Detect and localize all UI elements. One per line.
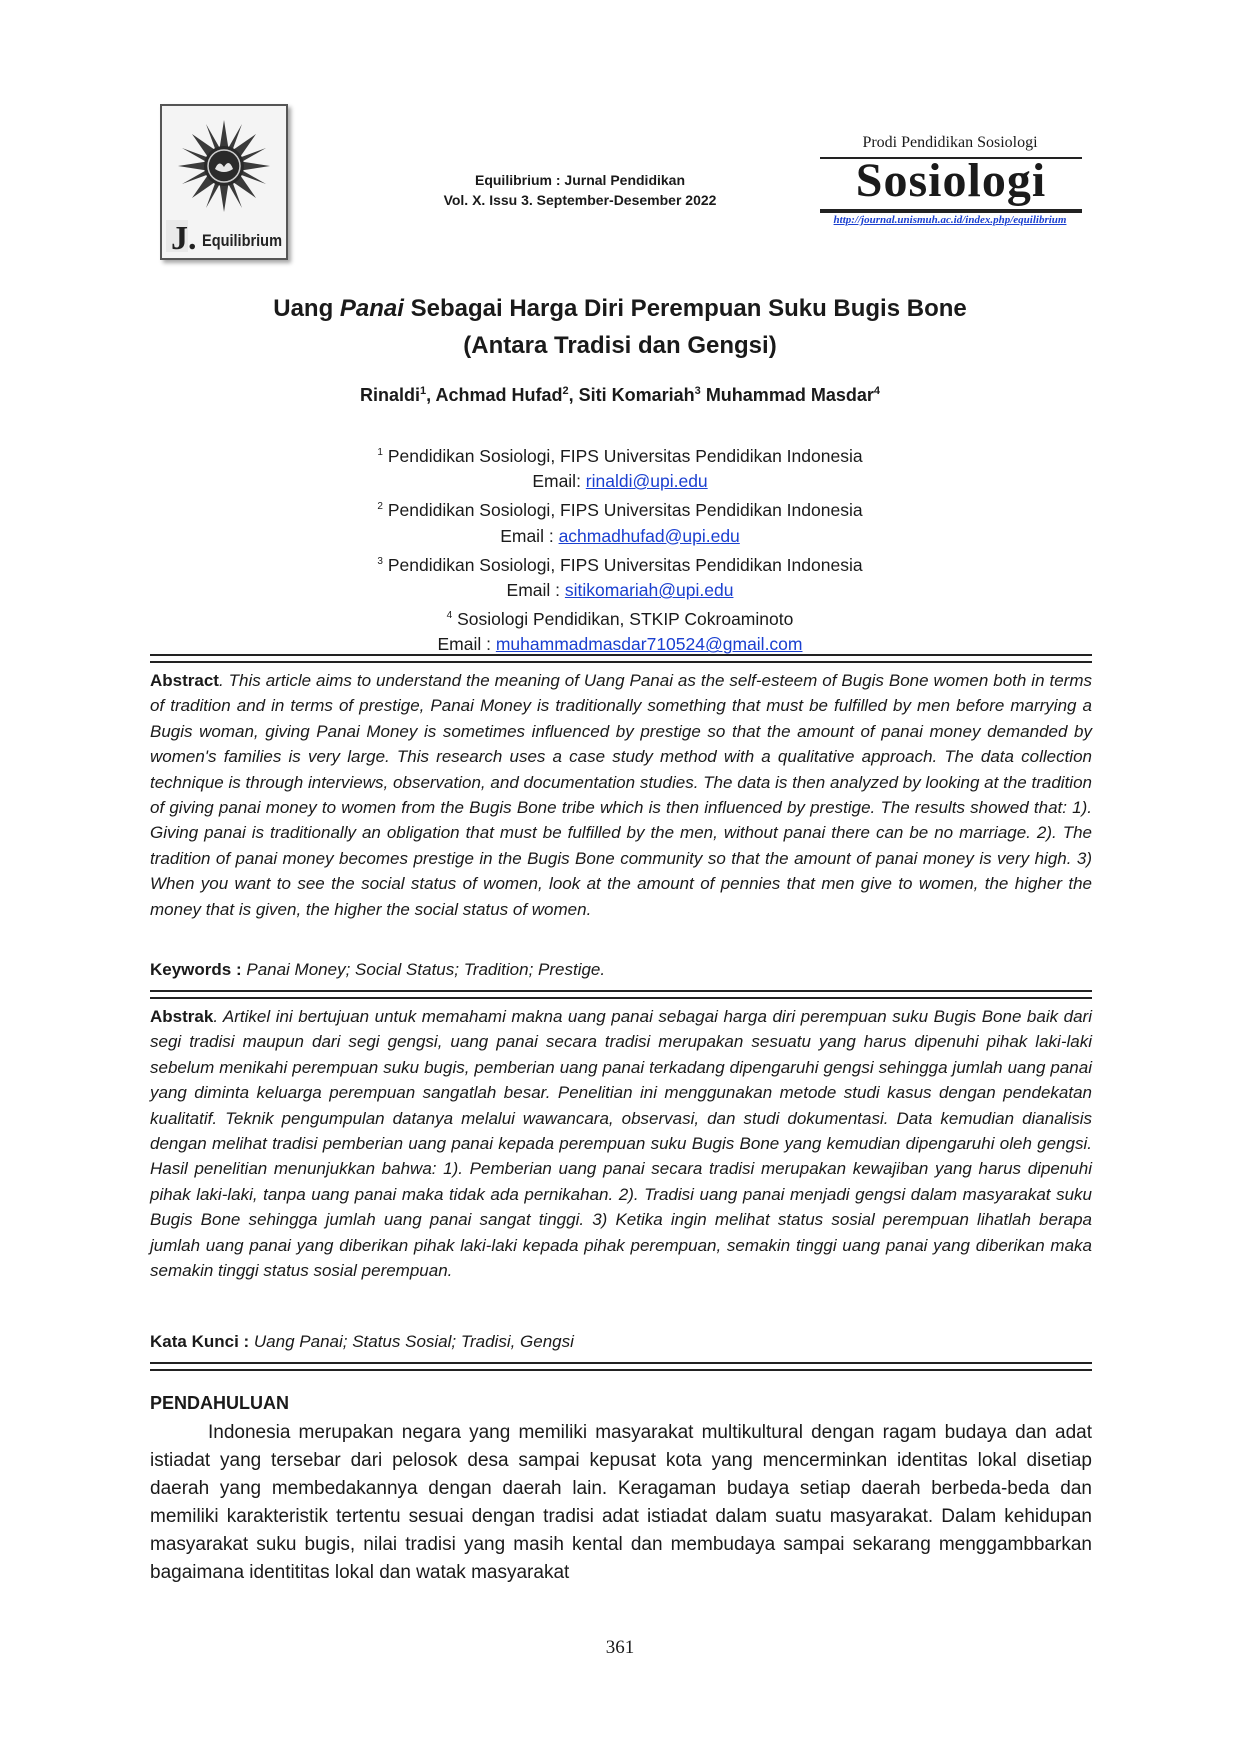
muhammadiyah-emblem-icon bbox=[162, 106, 286, 258]
intro-paragraph: Indonesia merupakan negara yang memiliki masyarakat multikultural dengan ragam budaya dan adat istiadat yang tersebar dari pelosok desa sampai kepusat kota yang mencerminkan identitas lokal disetiap daerah yang membedakannya dengan daerah lain. Keragaman budaya setiap daerah berbeda-beda dan memiliki karakteristik tertentu sesuai dengan tradisi adat istiadat dalam suatu masyarakat. Dalam kehidupan masyarakat suku bugis, nilai tradisi yang masih kental dan membudaya sampai sekarang menggambbarkan bagaimana identititas lokal dan watak masyarakat bbox=[150, 1422, 1092, 1583]
page-number: 361 bbox=[605, 1637, 635, 1658]
author: Rinaldi$^1$, bbox=[360, 385, 436, 405]
sosiologi-wordmark: Sosiologi bbox=[855, 154, 1047, 207]
journal-name: Equilibrium : Jurnal Pendidikan bbox=[474, 172, 686, 188]
author: Muhammad Masdar$^4$ bbox=[705, 385, 880, 405]
keywords-id: Kata Kunci : Uang Panai; Status Sosial; Tradisi, Gengsi bbox=[150, 1332, 574, 1351]
title-italic-word: Panai bbox=[339, 295, 404, 322]
journal-info bbox=[390, 170, 770, 210]
email-link[interactable]: rinaldi@upi.edu bbox=[585, 471, 708, 492]
keywords-en: Keywords : Panai Money; Social Status; Tradition; Prestige. bbox=[150, 960, 606, 979]
abstract-label: Abstract bbox=[150, 671, 219, 690]
article-title bbox=[150, 290, 1090, 364]
title-part-1: Uang bbox=[273, 295, 340, 322]
affiliation-email: Email: rinaldi@upi.edu bbox=[532, 471, 708, 492]
affiliation: $^4$ Sosiologi Pendidikan, STKIP Cokroaminoto bbox=[446, 609, 794, 630]
abstract-text: . This article aims to understand the meaning of Uang Panai as the self-esteem of Bugis Bone women both in terms of tradition and in terms of prestige, Panai Money is traditionally something that must be fulfilled by men before marrying a Bugis woman, giving Panai Money is sometimes influenced by prestige so that the amount of panai money demanded by women's families is very large. This research uses a case study method with a qualitative approach. The data collection technique is through interviews, observation, and documentation studies. The data is then analyzed by looking at the tradition of giving panai money to women from the Bugis Bone tribe which is then influenced by prestige. The results showed that: 1). Giving panai is traditionally an obligation that must be fulfilled by the men, without panai there can be no marriage. 2). The tradition of panai money becomes prestige in the Bugis Bone community so that the amount of panai money is very high. 3) When you want to see the social status of women, look at the amount of pennies that men give to women, the higher the money that is given, the higher the social status of women. bbox=[150, 671, 1092, 919]
email-link[interactable]: sitikomariah@upi.edu bbox=[564, 579, 734, 600]
section-heading: PENDAHULUAN bbox=[150, 1393, 289, 1413]
sosiologi-divider bbox=[820, 209, 1082, 213]
author-list bbox=[150, 385, 1090, 406]
abstract-id bbox=[150, 1004, 1092, 1283]
journal-url-link[interactable]: http://journal.unismuh.ac.id/index.php/equilibrium bbox=[833, 214, 1067, 226]
email-link[interactable]: achmadhufad@upi.edu bbox=[558, 525, 740, 546]
journal-volume: Vol. X. Issu 3. September-Desember 2022 bbox=[443, 192, 717, 208]
section-divider bbox=[150, 990, 1092, 999]
affiliation-list bbox=[150, 440, 1090, 658]
author: Siti Komariah$^3$ bbox=[578, 385, 701, 405]
author: Achmad Hufad$^2$, bbox=[435, 385, 579, 405]
title-part-3: Sebagai Harga Diri Perempuan Suku Bugis Bone bbox=[403, 295, 967, 322]
section-divider bbox=[150, 654, 1092, 663]
affiliation-email: Email : achmadhufad@upi.edu bbox=[500, 525, 740, 546]
affiliation-email: Email : muhammadmasdar710524@gmail.com bbox=[437, 634, 803, 655]
abstrak-label: Abstrak bbox=[150, 1007, 214, 1026]
svg-text:Equilibrium: Equilibrium bbox=[202, 231, 282, 250]
abstrak-text: . Artikel ini bertujuan untuk memahami makna uang panai sebagai harga diri perempuan suku Bugis Bone baik dari segi tradisi maupun dari segi gengsi, uang panai secara tradisi merupakan sesuatu yang harus dipenuhi pihak laki-laki sebelum menikahi perempuan suku bugis, pemberian uang panai terkadang dipengaruhi gengsi sehingga jumlah uang panai yang diminta keluarga perempuan sangatlah besar. Penelitian ini menggunakan metode studi kasus dengan pendekatan kualitatif. Teknik pengumpulan datanya melalui wawancara, observasi, dan studi dokumentasi. Data kemudian dianalisis dengan melihat tradisi pemberian uang panai kepada perempuan suku Bugis Bone yang kemudian dipengaruhi oleh gengsi. Hasil penelitian menunjukkan bahwa: 1). Pemberian uang panai secara tradisi merupakan kewajiban yang harus dipenuhi pihak laki-laki, tanpa uang panai maka tidak ada pernikahan. 2). Tradisi uang panai menjadi gengsi dalam masyarakat suku Bugis Bone sehingga jumlah uang panai sangat tinggi. 3) Ketika ingin melihat status sosial perempuan lihatlah berapa jumlah uang panai yang diberikan pihak laki-laki kepada pihak perempuan, semakin tinggi uang panai yang diberikan maka semakin tinggi status sosial perempuan. bbox=[150, 1007, 1092, 1281]
affiliation: $^1$ Pendidikan Sosiologi, FIPS Universitas Pendidikan Indonesia bbox=[377, 445, 863, 466]
title-line-2: (Antara Tradisi dan Gengsi) bbox=[463, 332, 777, 359]
section-divider bbox=[150, 1362, 1092, 1371]
email-link[interactable]: muhammadmasdar710524@gmail.com bbox=[495, 634, 803, 655]
svg-text:J.: J. bbox=[171, 220, 197, 257]
abstract-en bbox=[150, 668, 1092, 922]
affiliation: $^3$ Pendidikan Sosiologi, FIPS Universitas Pendidikan Indonesia bbox=[377, 554, 863, 575]
affiliation-email: Email : sitikomariah@upi.edu bbox=[506, 579, 734, 600]
affiliation: $^2$ Pendidikan Sosiologi, FIPS Universitas Pendidikan Indonesia bbox=[377, 500, 863, 521]
journal-logo bbox=[160, 104, 288, 260]
prodi-label: Prodi Pendidikan Sosiologi bbox=[862, 134, 1038, 151]
